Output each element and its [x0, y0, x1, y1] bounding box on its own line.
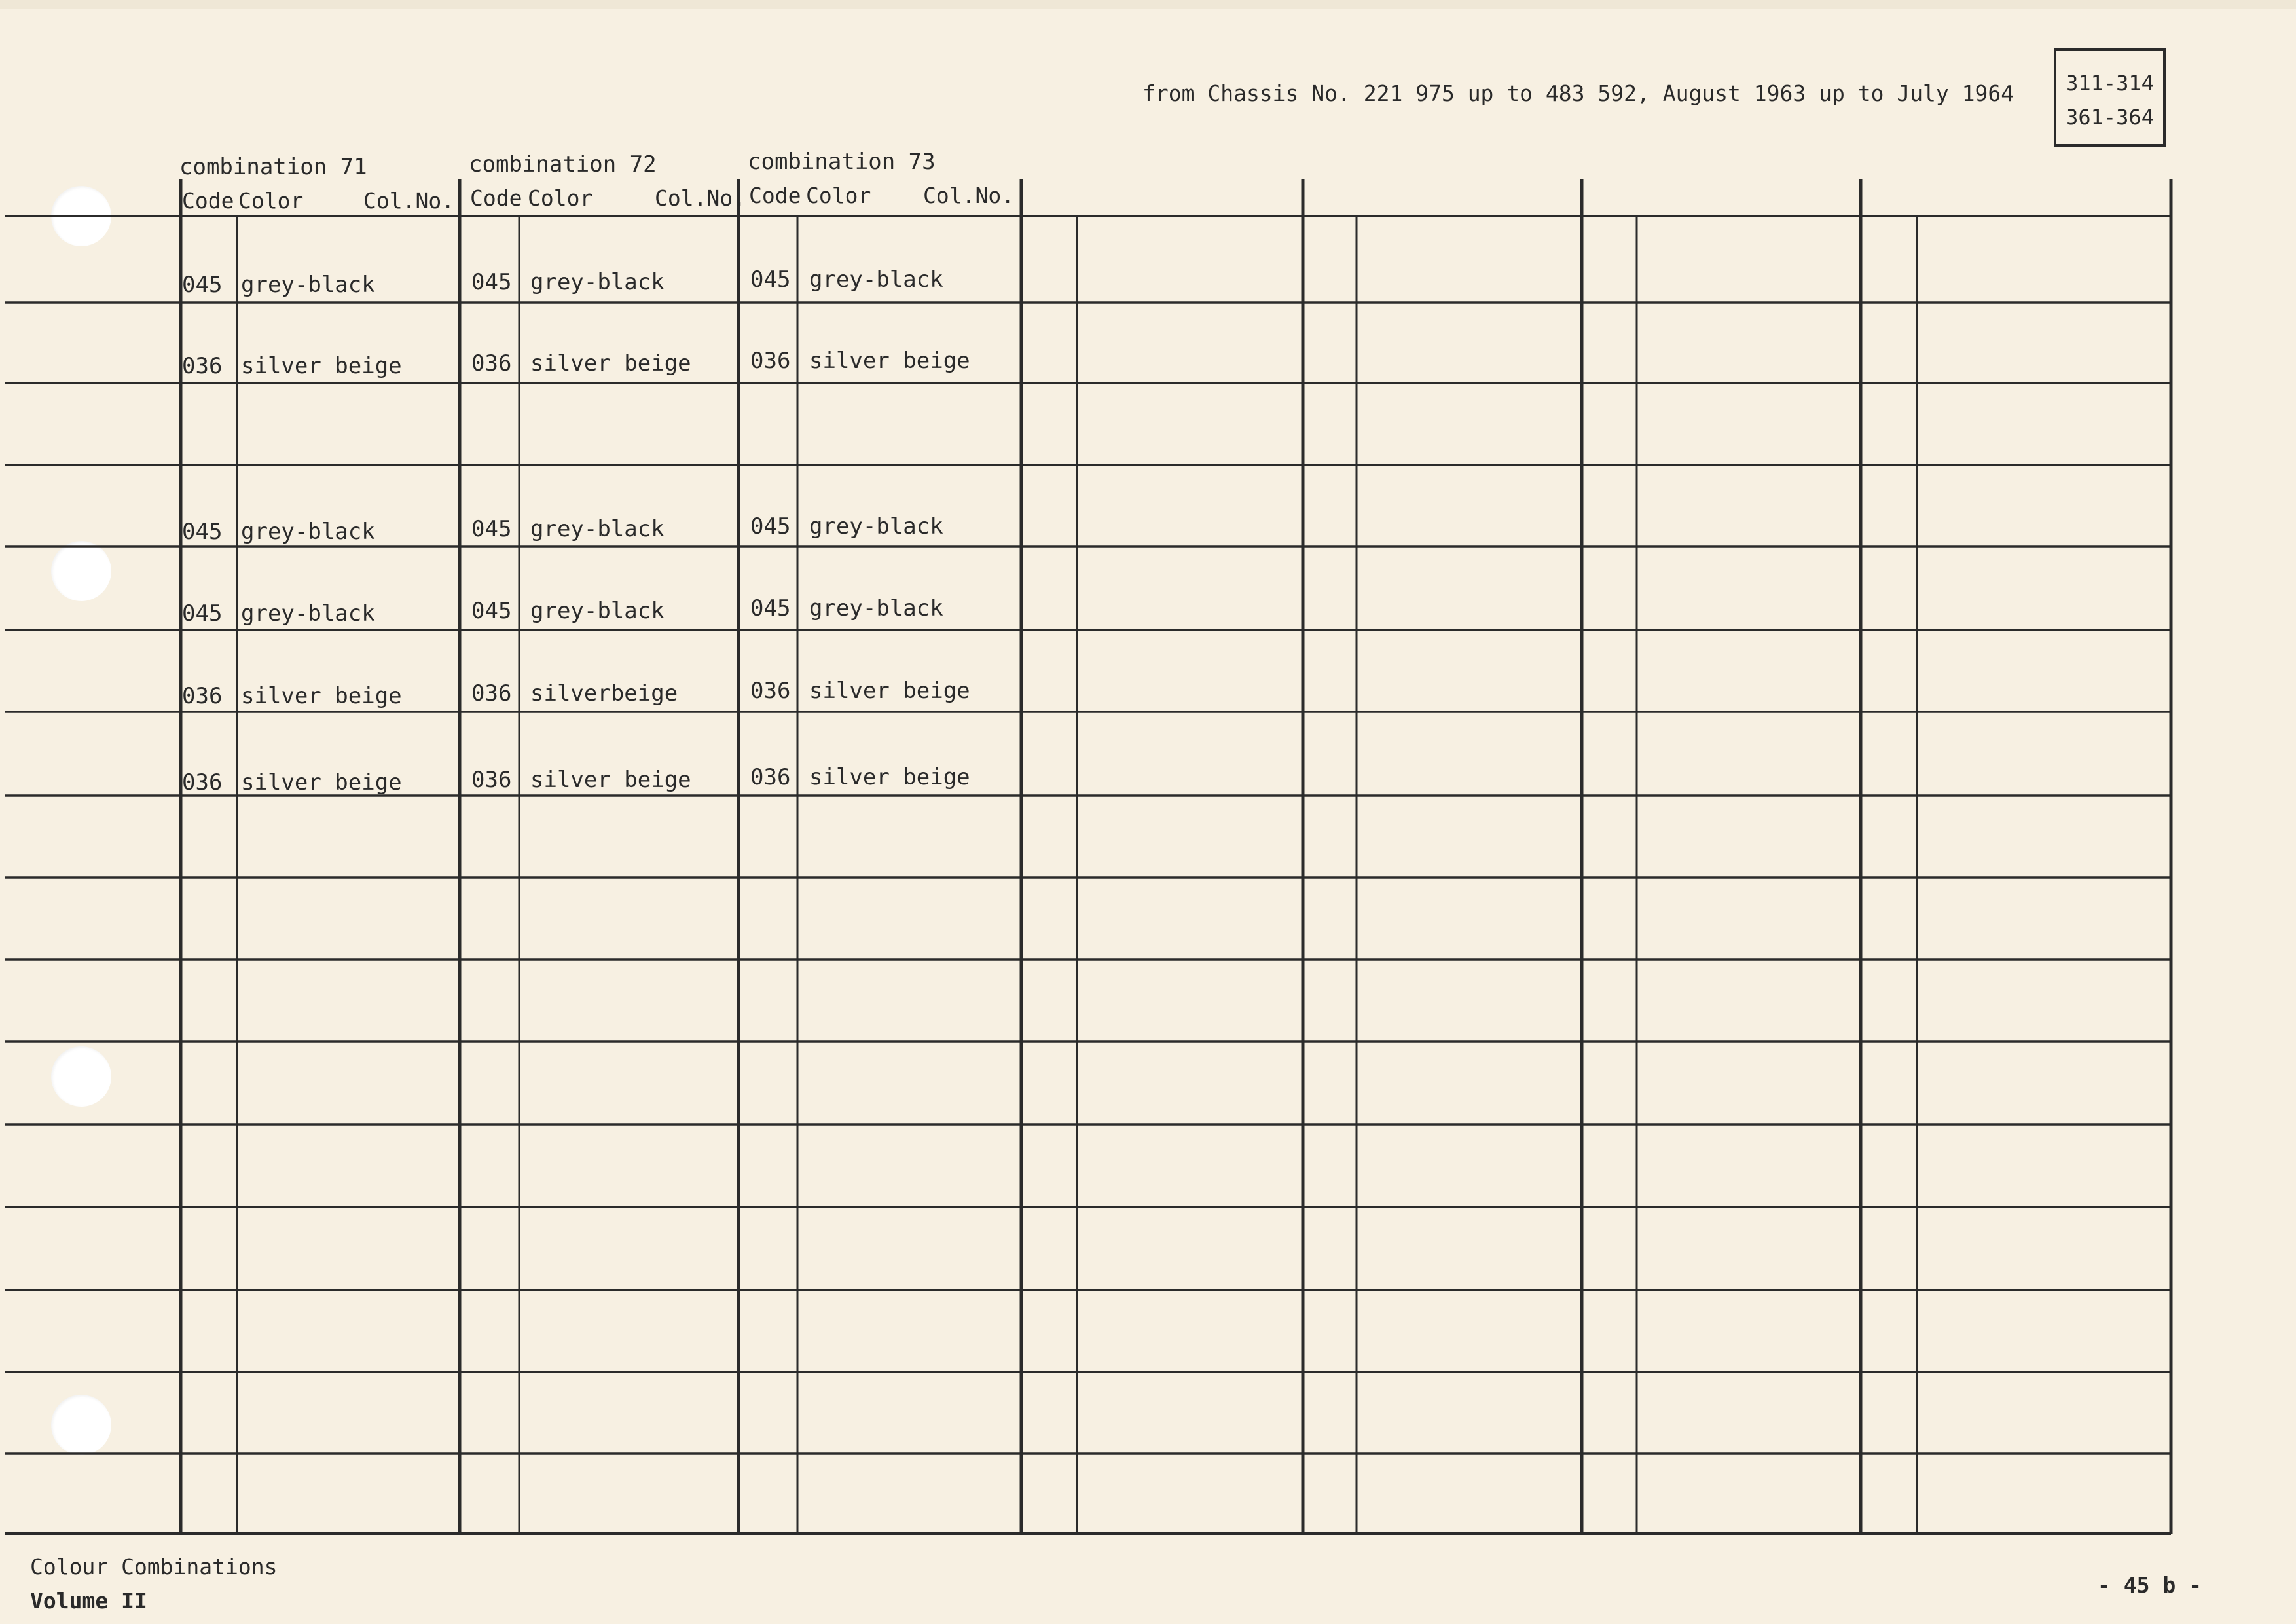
- color-code: 045: [471, 598, 512, 624]
- color-code: 045: [182, 600, 223, 627]
- footer-title: Colour Combinations: [30, 1554, 278, 1579]
- color-code: 045: [471, 516, 512, 542]
- combination-71-title: combination 71: [179, 154, 367, 180]
- color-name: grey-black: [241, 600, 375, 627]
- color-name: silverbeige: [530, 680, 678, 707]
- combo-73-colno-header: Col.No.: [923, 183, 1015, 208]
- color-code: 036: [182, 353, 223, 379]
- color-code: 036: [182, 683, 223, 709]
- chassis-range-text: from Chassis No. 221 975 up to 483 592, August 1963 up to July 1964: [1142, 81, 2014, 106]
- color-name: silver beige: [809, 764, 970, 790]
- combo-71-colno-header: Col.No.: [363, 188, 455, 213]
- color-name: silver beige: [530, 350, 691, 377]
- combination-72-title: combination 72: [469, 151, 657, 177]
- color-code: 036: [471, 350, 512, 377]
- color-code: 045: [750, 267, 791, 293]
- color-code: 036: [471, 767, 512, 793]
- color-name: silver beige: [530, 767, 691, 793]
- color-code: 045: [750, 513, 791, 540]
- combo-71-code-header: Code: [182, 188, 234, 213]
- model-number-2: 361-364: [2066, 105, 2154, 130]
- page-number: - 45 b -: [2098, 1572, 2202, 1598]
- color-name: grey-black: [241, 272, 375, 298]
- color-name: grey-black: [530, 598, 665, 624]
- color-code: 045: [750, 595, 791, 621]
- color-code: 036: [750, 678, 791, 704]
- color-code: 036: [471, 680, 512, 707]
- color-name: grey-black: [530, 269, 665, 295]
- combination-73-title: combination 73: [748, 149, 936, 175]
- color-name: silver beige: [241, 769, 402, 796]
- combo-73-code-header: Code: [749, 183, 801, 208]
- combo-71-color-header: Color: [238, 188, 304, 213]
- color-code: 045: [182, 519, 223, 545]
- color-name: grey-black: [809, 595, 943, 621]
- color-code: 036: [182, 769, 223, 796]
- color-name: grey-black: [241, 519, 375, 545]
- color-code: 036: [750, 764, 791, 790]
- model-number-1: 311-314: [2066, 71, 2154, 96]
- color-name: silver beige: [241, 683, 402, 709]
- color-code: 045: [471, 269, 512, 295]
- color-name: silver beige: [241, 353, 402, 379]
- color-code: 045: [182, 272, 223, 298]
- combo-72-code-header: Code: [470, 185, 522, 211]
- color-name: silver beige: [809, 348, 970, 374]
- combo-72-color-header: Color: [528, 185, 593, 211]
- color-name: grey-black: [809, 267, 943, 293]
- color-name: grey-black: [809, 513, 943, 540]
- color-name: silver beige: [809, 678, 970, 704]
- color-code: 036: [750, 348, 791, 374]
- footer-volume: Volume II: [30, 1588, 147, 1614]
- color-name: grey-black: [530, 516, 665, 542]
- combo-73-color-header: Color: [806, 183, 871, 208]
- combo-72-colno-header: Col.No.: [655, 185, 746, 211]
